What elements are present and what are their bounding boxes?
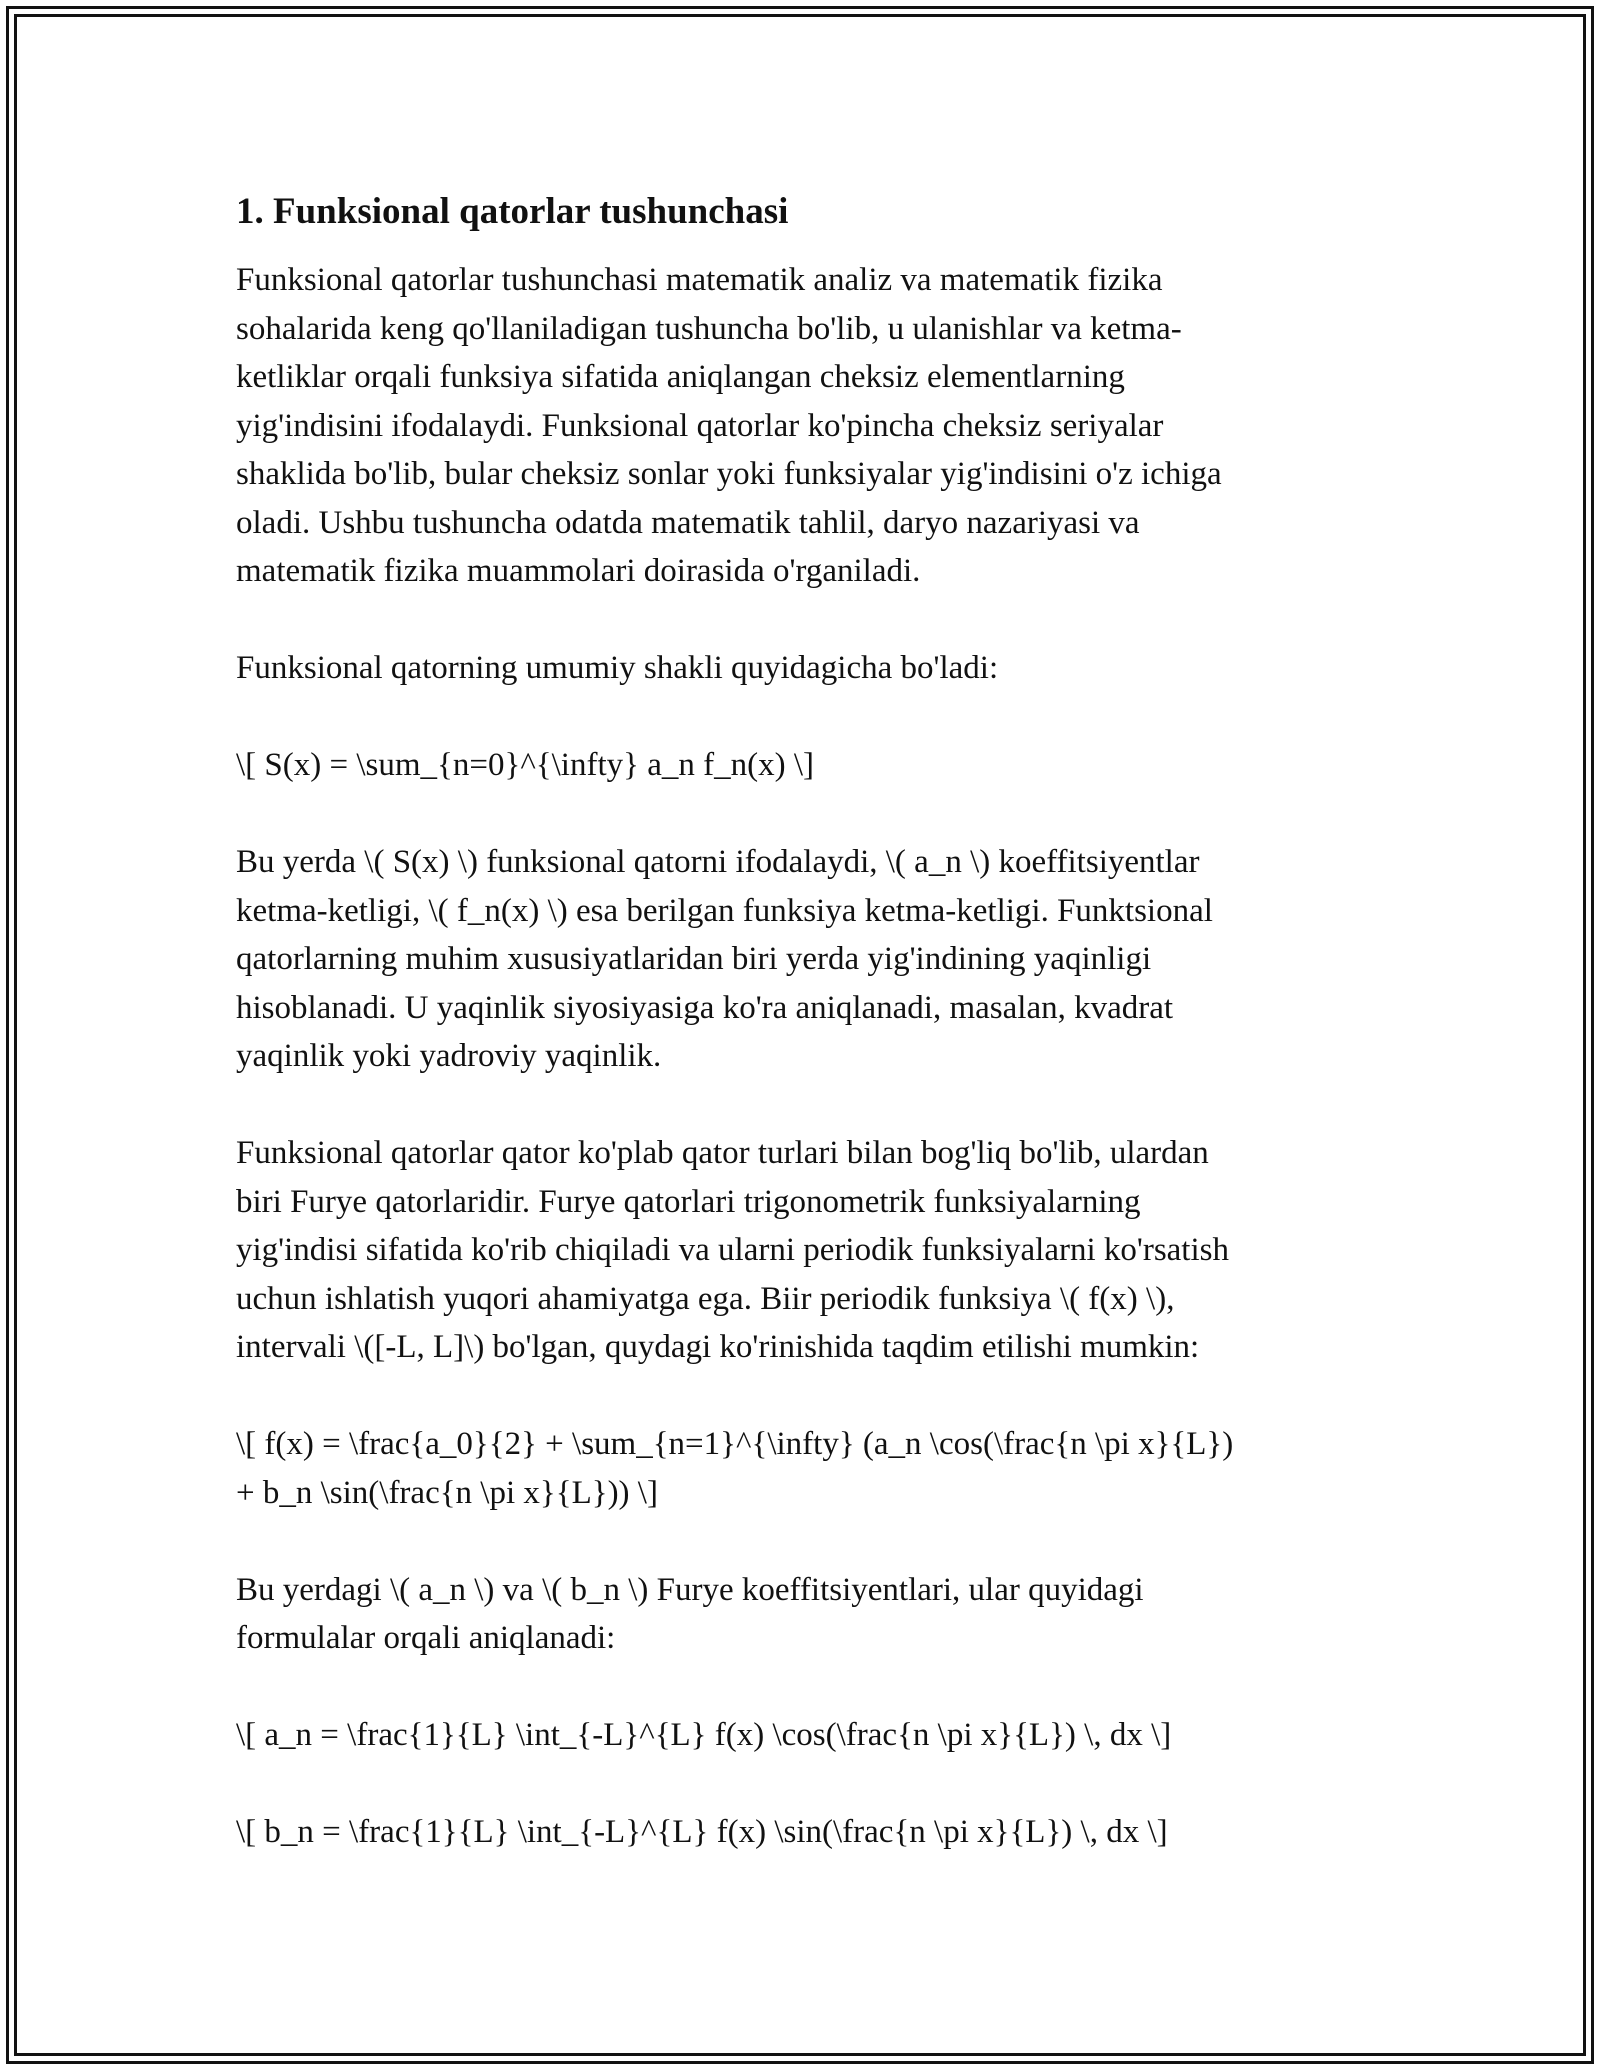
intro-paragraph: Funksional qatorlar tushunchasi matematik analiz va matematik fizika sohalarida keng qo'llaniladigan tushuncha bo'lib, u ulanishlar va ketma- ketliklar orqali funksiya sifatida aniqlangan cheksiz elementlarning yig'indisini ifodalaydi. Funksional qatorlar ko'pincha cheksiz seriyalar shaklida bo'lib, bular cheksiz sonlar yoki funksiyalar yig'indisini o'z ichiga oladi. Ushbu tushuncha odatda matematik tahlil, daryo nazariyasi va matematik fizika muammolari doirasida o'rganiladi.: [236, 262, 1222, 589]
formula-series-sum: \[ S(x) = \sum_{n=0}^{\infty} a_n f_n(x) \]: [236, 747, 814, 783]
explanation-paragraph: Bu yerda \( S(x) \) funksional qatorni ifodalaydi, \( a_n \) koeffitsiyentlar ketma-ketligi, \( f_n(x) \) esa berilgan funksiya ketma-ketligi. Funktsional qatorlarning muhim xususiyatlaridan biri yerda yig'indining yaqinligi hisoblanadi. U yaqinlik siyosiyasiga ko'ra aniqlanadi, masalan, kvadrat yaqinlik yoki yadroviy yaqinlik.: [236, 844, 1213, 1074]
formula-bn: \[ b_n = \frac{1}{L} \int_{-L}^{L} f(x) \sin(\frac{n \pi x}{L}) \, dx \]: [236, 1814, 1168, 1850]
general-form-intro: Funksional qatorning umumiy shakli quyidagicha bo'ladi:: [236, 650, 999, 686]
formula-an: \[ a_n = \frac{1}{L} \int_{-L}^{L} f(x) \cos(\frac{n \pi x}{L}) \, dx \]: [236, 1717, 1172, 1753]
fourier-paragraph: Funksional qatorlar qator ko'plab qator turlari bilan bog'liq bo'lib, ulardan biri Furye qatorlaridir. Furye qatorlari trigonometrik funksiyalarning yig'indisi sifatida ko'rib chiqiladi va ularni periodik funksiyalarni ko'rsatish uchun ishlatish yuqori ahamiyatga ega. Biir periodik funksiya \( f(x) \), intervali \([-L, L]\) bo'lgan, quydagi ko'rinishida taqdim etilishi mumkin:: [236, 1135, 1229, 1365]
document-body: [236, 188, 1366, 1905]
section-heading: 1. Funksional qatorlar tushunchasi: [236, 191, 789, 232]
coefficients-intro: Bu yerdagi \( a_n \) va \( b_n \) Furye koeffitsiyentlari, ular quyidagi formulalar orqali aniqlanadi:: [236, 1571, 1144, 1656]
formula-fourier-series: \[ f(x) = \frac{a_0}{2} + \sum_{n=1}^{\infty} (a_n \cos(\frac{n \pi x}{L}) + b_n \sin(\frac{n \pi x}{L})) \]: [236, 1426, 1234, 1511]
